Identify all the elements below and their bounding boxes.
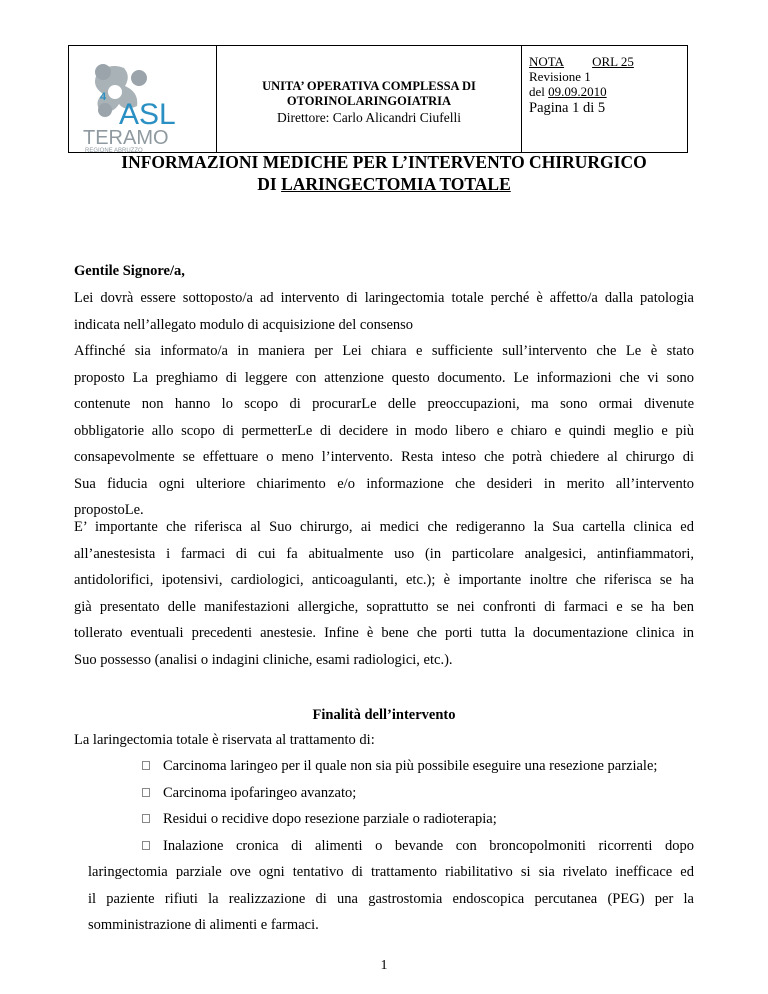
section-intro: La laringectomia totale è riservata al trattamento di: [74, 732, 375, 748]
text-line: somministrazione di alimenti e farmaci. [88, 917, 319, 933]
document-title-line-2: DI LARINGECTOMIA TOTALE [257, 174, 511, 194]
document-title-line-1: INFORMAZIONI MEDICHE PER L’INTERVENTO CHIRURGICO [121, 152, 647, 172]
document-header [68, 45, 688, 153]
revision-date: del 09.09.2010 [529, 84, 607, 99]
svg-text:TERAMO: TERAMO [83, 127, 169, 149]
text-line: proposto La preghiamo di leggere con attenzione questo documento. Le informazioni che vi sono [74, 369, 694, 386]
unit-line-1: UNITA’ OPERATIVA COMPLESSA DI [262, 78, 476, 93]
greeting: Gentile Signore/a, [74, 263, 185, 279]
checkbox-bullet-icon [142, 788, 150, 797]
list-item-continuation [88, 859, 694, 939]
note-info [522, 46, 687, 152]
asl-logo-mark [69, 46, 217, 152]
text-line: all’anestesista i farmaci di cui fa abitualmente uso (in particolare analgesici, antinfiammatori, [74, 545, 694, 562]
note-label: NOTA [529, 54, 565, 69]
text-line: Affinché sia informato/a in maniera per Lei chiara e sufficiente sull’intervento che Le è stato [74, 343, 694, 359]
director: Direttore: Carlo Alicandri Ciufelli [276, 109, 462, 125]
checkbox-bullet-icon [142, 761, 150, 770]
page-indicator: Pagina 1 di 5 [529, 100, 606, 116]
text-line: Lei dovrà essere sottoposto/a ad intervento di laringectomia totale perché è affetto/a dalla patologia [74, 290, 694, 306]
text-line: consapevolmente se effettuare o meno l’intervento. Resta inteso che potrà chiedere al chirurgo di [74, 449, 694, 465]
text-line: Suo possesso (analisi o indagini cliniche, esami radiologici, etc.). [74, 651, 453, 668]
checkbox-bullet-icon [142, 841, 150, 850]
svg-text:ASL: ASL [119, 98, 176, 131]
text-line: obbligatorie allo scopo di permetterLe di decidere in modo libero e chiaro e quindi meglio e più [74, 422, 694, 439]
medication-paragraph [74, 514, 694, 673]
text-line: contenute non hanno lo scopo di procurarLe delle preoccupazioni, ma sono ormai divenute [74, 396, 694, 412]
svg-text:4: 4 [100, 91, 107, 103]
asl-logo [69, 46, 217, 152]
section-heading: Finalità dell’intervento [312, 707, 456, 723]
text-line: laringectomia parziale ove ogni tentativo di trattamento riabilitativo si sia rivelato inefficace ed [88, 864, 694, 880]
checkbox-bullet-icon [142, 814, 150, 823]
text-line: Sua fiducia ogni ulteriore chiarimento e/o informazione che desideri in merito all’intervento [74, 475, 694, 492]
intro-paragraph [74, 285, 694, 524]
text-line: già presentato delle manifestazioni allergiche, soprattutto se nei confronti di farmaci e se ha ben [74, 598, 694, 615]
unit-info [217, 46, 522, 152]
text-line: E’ importante che riferisca al Suo chirurgo, ai medici che redigeranno la Sua cartella clinica ed [74, 519, 694, 535]
page-number: 1 [380, 958, 388, 973]
text-line: indicata nell’allegato modulo di acquisizione del consenso [74, 316, 414, 333]
text-line: il paziente rifiuti la realizzazione di una gastrostomia endoscopica percutanea (PEG) per la [88, 890, 694, 907]
revision: Revisione 1 [529, 69, 591, 84]
note-code: ORL 25 [592, 54, 634, 69]
text-line: antidolorifici, ipotensivi, cardiologici, anticoagulanti, etc.); è importante inoltre che riferisca se ha [74, 572, 694, 588]
unit-line-2: OTORINOLARINGOIATRIA [286, 93, 452, 108]
svg-text:REGIONE ABRUZZO: REGIONE ABRUZZO [85, 148, 143, 152]
text-line: propostoLe. [74, 502, 144, 518]
text-line: tollerato eventuali precedenti anestesie. Infine è bene che porti tutta la documentazione clinica in [74, 625, 694, 641]
